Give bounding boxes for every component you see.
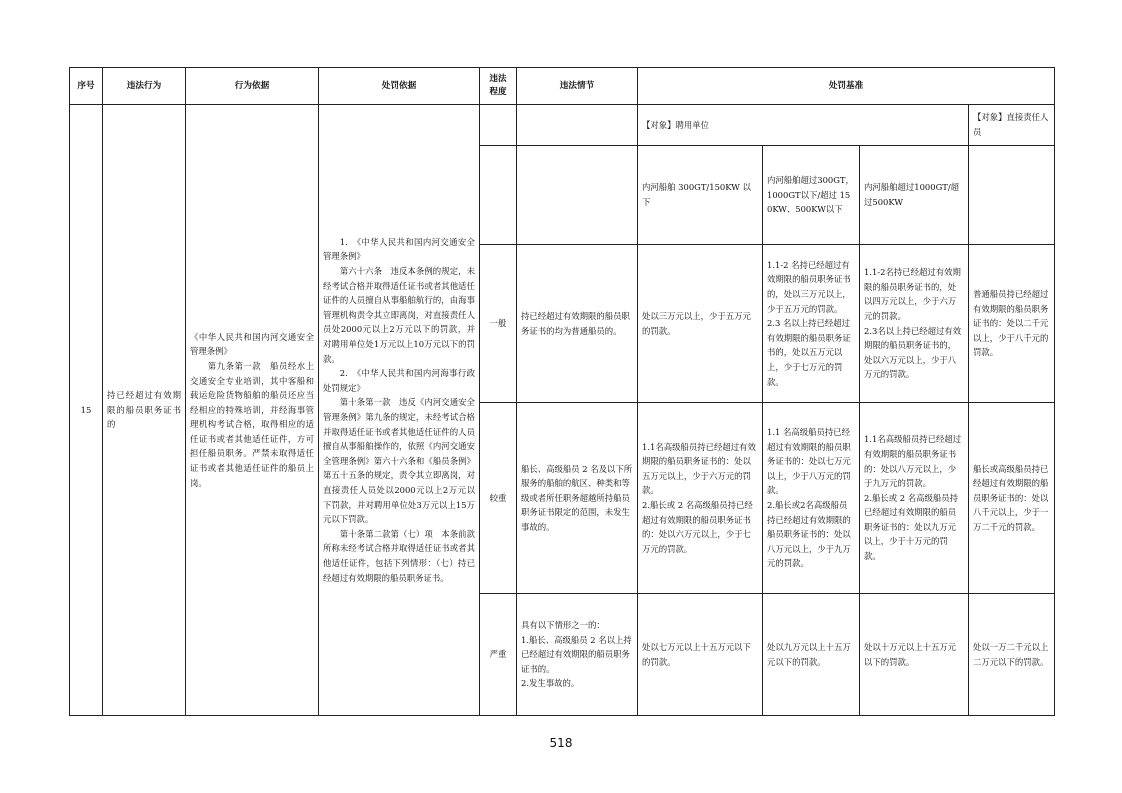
- header-basis: 行为依据: [186, 68, 319, 105]
- penalty-serious-small: 1.1名高级船员持已经超过有效期限的船员职务证书的：处以五万元以上，少于六万元的罚款。 2.船长或 2 名高级船员持已经超过有效期限的船员职务证书的：处以六万元以上，少于七万元的罚款。: [638, 403, 763, 594]
- penalty-general-small: 处以三万元以上，少于五万元的罚款。: [638, 245, 763, 403]
- penalty-severe-large: 处以十万元以上十五万元以下的罚款。: [860, 594, 969, 716]
- circumstance-severe: 具有以下情形之一的： 1.船长、高级船员 2 名以上持已经超过有效期限的船员职务证书的。 2.发生事故的。: [517, 594, 638, 716]
- circumstance-general: 持已经超过有效期限的船员职务证书的均为普通船员的。: [517, 245, 638, 403]
- row-seq: 15: [70, 105, 103, 716]
- row-behavior-basis: 《中华人民共和国内河交通安全管理条例》 第九条第一款 船员经水上交通安全专业培训，其中客船和载运危险货物船舶的船员还应当经相应的特殊培训，并经海事管理机构考试合格，取得相应的适任证书或者其他适任证件，方可担任船员职务。严禁未取得适任证书或者其他适任证件的船员上岗。: [186, 105, 319, 716]
- header-circumstance: 违法情节: [517, 68, 638, 105]
- empty-cell: [480, 105, 517, 146]
- penalty-severe-small: 处以七万元以上十五万元以下的罚款。: [638, 594, 763, 716]
- row-penalty-basis: [319, 105, 480, 716]
- page-number: 518: [549, 736, 573, 750]
- penalty-serious-person: 船长或高级船员持已经超过有效期限的船员职务证书的：处以八千元以上，少于一万二千元的罚款。: [969, 403, 1055, 594]
- penalty-serious-large: 1.1名高级船员持已经超过有效期限的船员职务证书的：处以八万元以上，少于九万元的罚款。 2.船长或 2 名高级船员持已经超过有效期限的船员职务证书的：处以九万元以上，少于十万元的罚款。: [860, 403, 969, 594]
- empty-cell: [517, 105, 638, 146]
- vessel-class-small: 内河船舶 300GT/150KW 以下: [638, 146, 763, 245]
- degree-severe: 严重: [480, 594, 517, 716]
- vessel-class-medium: 内河船舶超过300GT，1000GT以下/超过 150KW、500KW以下: [763, 146, 860, 245]
- penalty-basis-paragraph: 第十条第一款 违反《内河交通安全管理条例》第九条的规定，未经考试合格并取得适任证书或者其他适任证件的人员擅自从事船舶操作的，依照《内河交通安全管理条例》第六十六条和《船员条例》第五十五条的规定，责令其立即离岗，对直接责任人员处以2000元以上2万元以下罚款，并对聘用单位处3万元以上15万元以下罚款。: [323, 397, 475, 525]
- header-degree: 违法 程度: [480, 68, 517, 105]
- degree-serious: 较重: [480, 403, 517, 594]
- header-standard: 处罚基准: [638, 68, 1055, 105]
- header-row: [70, 68, 1055, 105]
- penalty-basis-paragraph: 第六十六条 违反本条例的规定，未经考试合格并取得适任证书或者其他适任证件的人员擅自从事船舶航行的，由海事管理机构责令其立即离岗，对直接责任人员处2000元以上2万元以下的罚款，并对聘用单位处1万元以上10万元以下的罚款。: [323, 266, 475, 364]
- vessel-class-large: 内河船舶超过1000GT/超过500KW: [860, 146, 969, 245]
- penalty-basis-paragraph: 1. 《中华人民共和国内河交通安全管理条例》: [323, 236, 475, 262]
- penalty-severe-person: 处以一万二千元以上二万元以下的罚款。: [969, 594, 1055, 716]
- empty-cell: [480, 146, 517, 245]
- penalty-general-medium: 1.1-2 名持已经超过有效期限的船员职务证书的，处以三万元以上，少于五万元的罚款。 2.3 名以上持已经超过有效期限的船员职务证书的，处以五万元以上，少于七万元的罚款。: [763, 245, 860, 403]
- penalty-basis-paragraph: 第十条第二款第（七）项 本条前款所称未经考试合格并取得适任证书或者其他适任证件，包括下列情形：（七）持已经超过有效期限的船员职务证书。: [323, 528, 475, 583]
- penalty-general-large: 1.1-2名持已经超过有效期限的船员职务证书的，处以四万元以上，少于六万元的罚款。 2.3名以上持已经超过有效期限的船员职务证书的，处以六万元以上，少于八万元的罚款。: [860, 245, 969, 403]
- target-employer: 【对象】聘用单位: [638, 105, 969, 146]
- empty-cell: [969, 146, 1055, 245]
- penalty-general-person: 普通船员持已经超过有效期限的船员职务证书的：处以二千元以上，少于八千元的罚款。: [969, 245, 1055, 403]
- empty-cell: [517, 146, 638, 245]
- penalty-serious-medium: 1.1 名高级船员持已经超过有效期限的船员职务证书的：处以七万元以上，少于八万元的罚款。 2.船长或2名高级船员持已经超过有效期限的船员职务证书的：处以八万元以上，少于九万元的罚款。: [763, 403, 860, 594]
- header-seq: 序号: [70, 68, 103, 105]
- table-row: [70, 105, 1055, 146]
- degree-general: 一般: [480, 245, 517, 403]
- penalty-basis-paragraph: 2. 《中华人民共和国内河海事行政处罚规定》: [323, 368, 475, 393]
- header-penalty-basis: 处罚依据: [319, 68, 480, 105]
- header-violation: 违法行为: [103, 68, 186, 105]
- penalty-severe-medium: 处以九万元以上十五万元以下的罚款。: [763, 594, 860, 716]
- row-violation: 持已经超过有效期限的船员职务证书的: [103, 105, 186, 716]
- circumstance-serious: 船长、高级船员 2 名及以下所服务的船舶的航区、种类和等级或者所任职务超越所持船员职务证书限定的范围，未发生事故的。: [517, 403, 638, 594]
- target-responsible: 【对象】直接责任人员: [969, 105, 1055, 146]
- penalty-standard-table: [69, 67, 1055, 716]
